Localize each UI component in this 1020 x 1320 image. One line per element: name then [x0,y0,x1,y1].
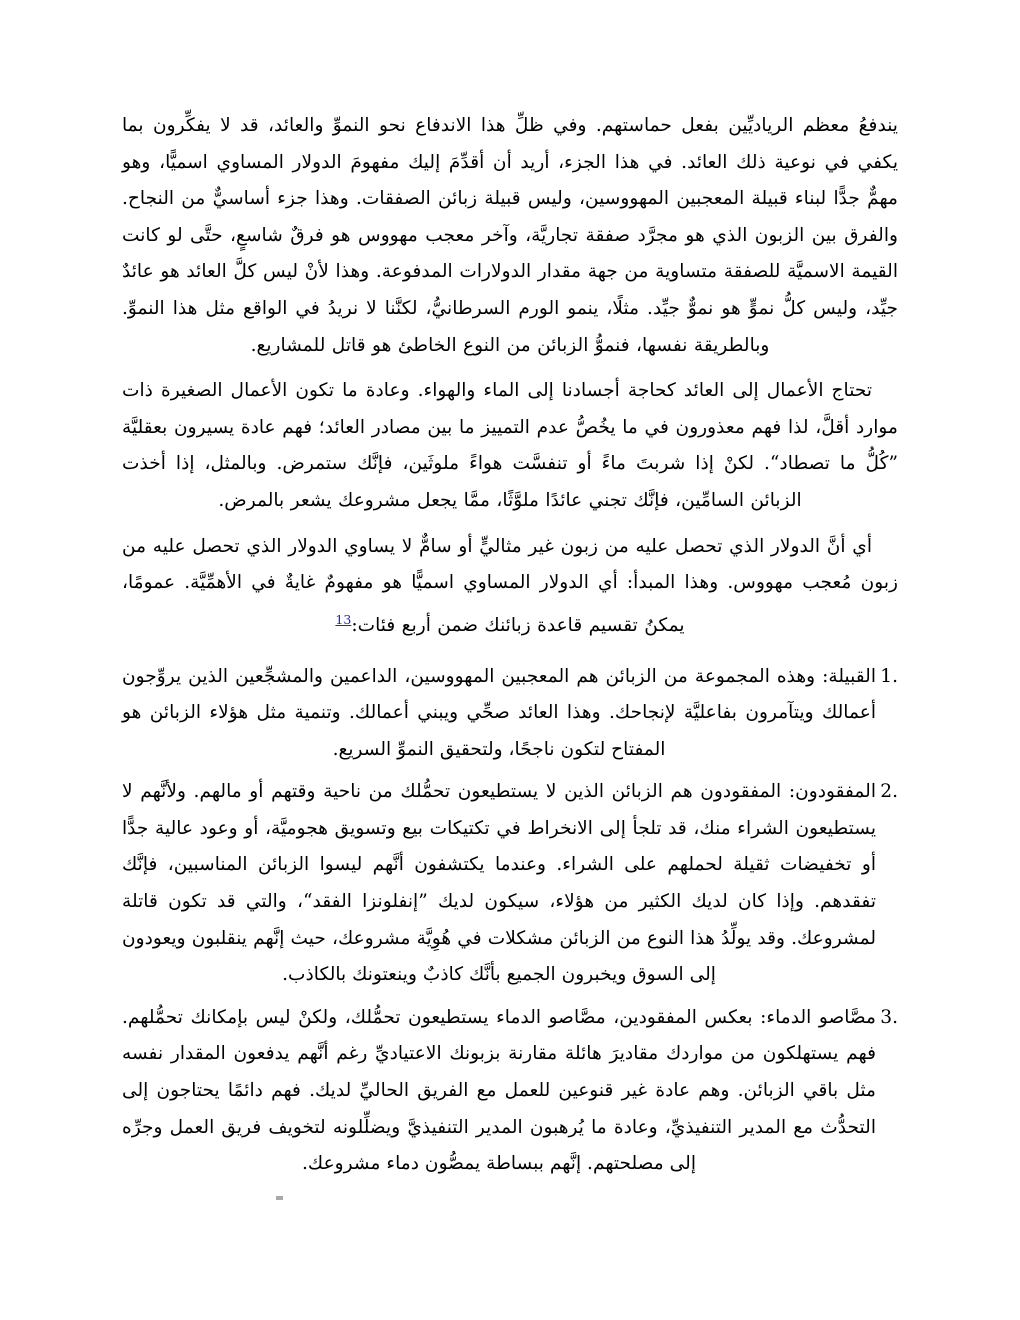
paragraph-3-text: أي أنَّ الدولار الذي تحصل عليه من زبون غير مثاليٍّ أو سامٌّ لا يساوي الدولار الذي تحصل عليه من زبون مُعجب مهووس. وهذا المبدأ: أي الدولار المساوي اسميًّا هو مفهومٌ غايةٌ في الأهمِّيَّة. عمومًا، يمكنُ تقسيم قاعدة زبائنك ضمن أربع فئات: [122,535,898,636]
footnote-reference-13[interactable]: 13 [335,611,352,627]
paragraph-1: يندفعُ معظم الرياديِّين بفعل حماستهم. وفي ظلِّ هذا الاندفاع نحو النموِّ والعائد، قد لا يفكِّرون بما يكفي في نوعية ذلك العائد. في هذا الجزء، أريد أن أقدِّمَ إليك مفهومَ الدولار المساوي اسميًّا، وهو مهمٌّ جدًّا لبناء قبيلة المعجبين المهووسين، وليس قبيلة زبائن الصفقات. وهذا جزء أساسيٌّ من النجاح. والفرق بين الزبون الذي هو مجرَّد صفقة تجاريَّة، وآخر معجب مهووس هو فرقٌ شاسعٍ، حتَّى لو كانت القيمة الاسميَّة للصفقة متساوية من جهة مقدار الدولارات المدفوعة. وهذا لأنْ ليس كلَّ العائد هو عائدٌ جيِّد، وليس كلُّ نموٍّ هو نموٌّ جيِّد. مثلًا، ينمو الورم السرطانيُّ، لكنَّنا لا نريدُ في الواقع مثل هذا النموِّ. وبالطريقة نفسها، فنموُّ الزبائن من النوع الخاطئ هو قاتل للمشاريع. [122,115,898,356]
customer-categories-list [122,659,898,1183]
paragraph-3 [122,529,898,645]
list-item-marker: 3. [880,1006,898,1028]
paragraph-2: تحتاج الأعمال إلى العائد كحاجة أجسادنا إلى الماء والهواء. وعادة ما تكون الأعمال الصغيرة ذات موارد أقلَّ، لذا فهم معذورون في ما يخُصُّ عدم التمييز ما بين مصادر العائد؛ فهم عادة يسيرون بعقليَّة ”كُلُّ ما تصطاد“. لكنْ إذا شربتَ ماءً أو تنفسَّت هواءً ملوثَين، فإنَّك ستمرض. وبالمثل، إذا أخذت الزبائن السامِّين، فإنَّك تجني عائدًا ملوَّثًا، ممَّا يجعل مشروعك يشعر بالمرض. [122,380,898,511]
page-content [122,108,898,1183]
list-item [122,1000,898,1183]
list-item-marker: 2. [880,781,898,803]
list-item [122,774,898,994]
list-item-marker: 1. [880,665,898,687]
scan-artifact-mark [276,1196,283,1200]
list-item [122,659,898,769]
list-item-text: مصَّاصو الدماء: بعكس المفقودين، مصَّاصو الدماء يستطيعون تحمُّلك، ولكنْ ليس بإمكانك تحمُّلهم. فهم يستهلكون من مواردك مقاديرَ هائلة مقارنة بزبونك الاعتياديِّ رغم أنَّهم يدفعون المقدار نفسه مثل باقي الزبائن. وهم عادة غير قنوعين للعمل مع الفريق الحاليِّ لديك. فهم دائمًا يحتاجون إلى التحدُّث مع المدير التنفيذيِّ، وعادة ما يُرهبون المدير التنفيذيَّ ويضلِّلونه لتخويف فريق العمل وجرِّه إلى مصلحتهم. إنَّهم ببساطة يمصُّون دماء مشروعك. [122,1006,876,1175]
list-item-text: المفقودون: المفقودون هم الزبائن الذين لا يستطيعون تحمُّلك من ناحية وقتهم أو مالهم. ولأنَّهم لا يستطيعون الشراء منك، قد تلجأ إلى الانخراط في تكتيكات بيع وتسويق هجوميَّة، أو وعود عالية جدًّا أو تخفيضات ثقيلة لحملهم على الشراء. وعندما يكتشفون أنَّهم ليسوا الزبائن المناسبين، فإنَّك تفقدهم. وإذا كان لديك الكثير من هؤلاء، سيكون لديك ”إنفلونزا الفقد“، والتي قد تكون قاتلة لمشروعك. وقد يولِّدُ هذا النوع من الزبائن مشكلات في هُوِيَّة مشروعك، حيث إنَّهم ينقلبون ويعودون إلى السوق ويخبرون الجميع بأنَّك كاذبٌ وينعتونك بالكاذب. [122,781,876,986]
list-item-text: القبيلة: وهذه المجموعة من الزبائن هم المعجبين المهووسين، الداعمين والمشجِّعين الذين يروِّجون أعمالك ويتآمرون بفاعليَّة لإنجاحك. وهذا العائد صحِّي ويبني أعمالك. وتنمية مثل هؤلاء الزبائن هو المفتاح لتكون ناجحًا، ولتحقيق النموِّ السريع. [122,665,876,760]
